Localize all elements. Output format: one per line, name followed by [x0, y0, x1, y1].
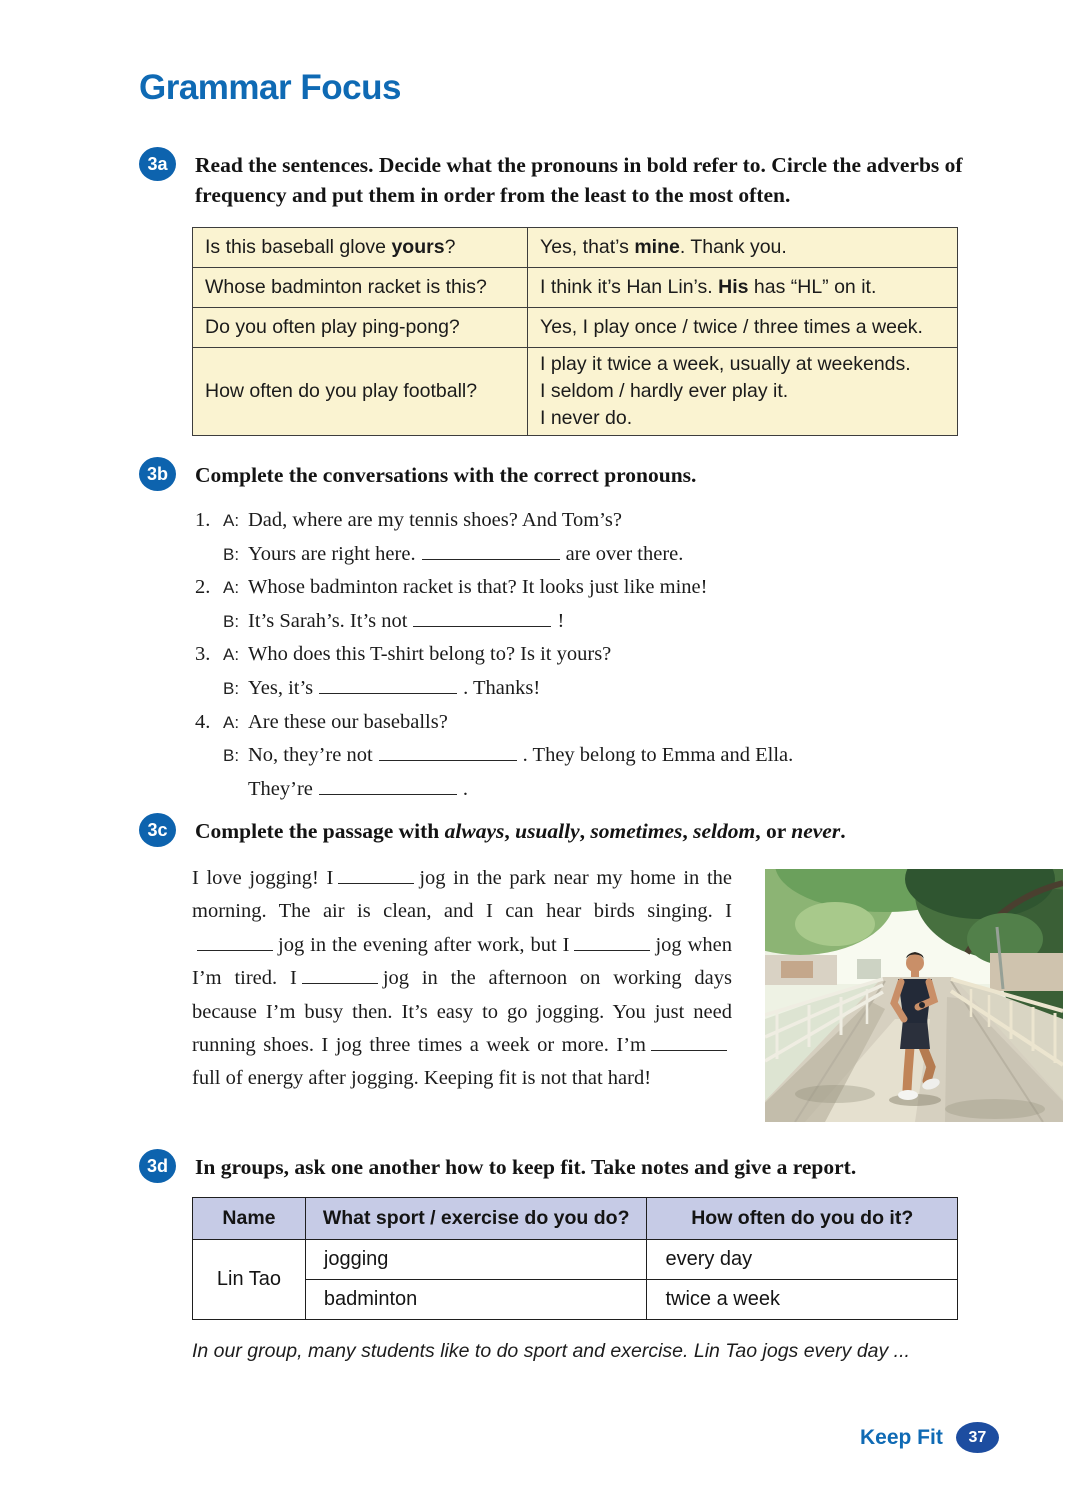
speech-text: Yes, it’s	[248, 676, 314, 699]
speech-text: !	[557, 609, 565, 632]
section-3c-instruction	[195, 816, 967, 846]
question-text: Whose badminton racket is this?	[205, 276, 487, 298]
speech-text: Dad, where are my tennis shoes? And Tom’s?	[248, 509, 622, 531]
conversation-line	[195, 739, 985, 773]
bold-pronoun: yours	[391, 236, 445, 258]
speaker-label: B:	[223, 678, 240, 698]
passage-text: full of energy after jogging. Keeping fit is not that hard!	[192, 1067, 652, 1090]
speaker-label: B:	[223, 746, 240, 766]
speech-text	[248, 739, 793, 772]
question-text: How often do you play football?	[205, 380, 478, 402]
conversation-line	[195, 706, 985, 740]
table-row	[193, 308, 958, 348]
section-3a-badge: 3a	[139, 147, 176, 181]
answer-blank	[413, 608, 551, 626]
passage-text: I love jogging! I	[192, 867, 334, 889]
conversation-line	[195, 773, 985, 806]
frequency-cell: every day	[647, 1240, 958, 1280]
section-3c-badge: 3c	[139, 813, 176, 847]
answer-blank	[197, 932, 273, 950]
speaker-label: A:	[223, 645, 240, 665]
header-frequency: How often do you do it?	[647, 1198, 958, 1240]
section-3b-instruction: Complete the conversations with the correct pronouns.	[195, 463, 697, 487]
answer-text: Yes, I play once / twice / three times a week.	[540, 316, 923, 338]
answer-blank	[651, 1033, 727, 1051]
table-row	[193, 228, 958, 268]
answer-text: I think it’s Han Lin’s.	[540, 276, 719, 298]
speech-text	[248, 605, 564, 638]
speaker-label: B:	[223, 611, 240, 631]
speech-text	[248, 773, 468, 806]
question-text: ?	[444, 236, 456, 258]
answer-cell	[528, 268, 958, 308]
sport-cell: badminton	[305, 1280, 647, 1320]
speech-text: Who does this T-shirt belong to? Is it yours?	[248, 643, 612, 666]
answer-line: I play it twice a week, usually at weekends.	[540, 353, 911, 375]
question-text: Do you often play ping-pong?	[205, 316, 460, 338]
answer-cell	[528, 308, 958, 348]
section-3b-badge: 3b	[139, 457, 176, 491]
jogger-photo-illustration	[765, 869, 1063, 1122]
speech-text: Are these our baseballs?	[248, 710, 448, 733]
item-number: 3.	[195, 643, 211, 666]
adverb-word: sometimes	[590, 819, 683, 843]
table-row	[193, 1280, 958, 1320]
item-number: 1.	[195, 509, 211, 531]
instruction-text: Complete the passage with	[195, 819, 445, 843]
speech-text: . They belong to Emma and Ella.	[522, 744, 794, 767]
speech-text: They’re	[248, 777, 313, 800]
adverb-word: seldom	[693, 819, 756, 843]
section-3a-instruction: Read the sentences. Decide what the pronouns in bold refer to. Circle the adverbs of frequency and put them in order from the least to the most often.	[195, 153, 963, 207]
table-row	[193, 1240, 958, 1280]
answer-blank	[319, 776, 457, 794]
speech-text	[248, 672, 540, 705]
header-name: Name	[193, 1198, 306, 1240]
report-sentence: In our group, many students like to do sport and exercise. Lin Tao jogs every day ...	[192, 1340, 910, 1362]
conversation-line	[195, 538, 985, 572]
conversation-line	[195, 571, 985, 605]
question-cell	[193, 308, 528, 348]
answer-line: I never do.	[540, 407, 633, 429]
speech-text: are over there.	[565, 542, 684, 565]
question-text: Is this baseball glove	[205, 236, 392, 258]
instruction-text: .	[840, 819, 846, 843]
speaker-label: A:	[223, 511, 240, 530]
conversation-line	[195, 605, 985, 639]
jogging-passage	[192, 862, 732, 1096]
speech-text: No, they’re not	[248, 744, 373, 767]
passage-text: jog in the afternoon on working days because I’m busy then. It’s easy to go jogging. You just need running shoes. I jog three times a week or more. I’m	[192, 967, 732, 1057]
table-row	[193, 348, 958, 436]
bold-pronoun: His	[718, 276, 749, 298]
answer-blank	[338, 866, 414, 884]
speech-text: Whose badminton racket is that? It looks just like mine!	[248, 576, 708, 599]
answer-text: Yes, that’s	[540, 236, 635, 258]
speech-text: Yours are right here.	[248, 542, 416, 565]
answer-text: has “HL” on it.	[748, 276, 877, 298]
frequency-cell: twice a week	[647, 1280, 958, 1320]
answer-blank	[574, 932, 650, 950]
passage-text: jog when I’m tired. I	[192, 933, 732, 990]
bold-pronoun: mine	[634, 236, 680, 258]
instruction-text: ,	[579, 819, 591, 843]
speech-text: .	[462, 777, 468, 800]
answer-blank	[379, 743, 517, 761]
speaker-label: B:	[223, 544, 240, 564]
speech-text: It’s Sarah’s. It’s not	[248, 609, 408, 632]
table-row	[193, 268, 958, 308]
answer-blank	[422, 541, 560, 559]
footer-unit-label: Keep Fit	[860, 1425, 943, 1449]
section-3d-badge: 3d	[139, 1149, 176, 1183]
instruction-text: ,	[682, 819, 694, 843]
conversation-line	[195, 672, 985, 706]
conversation-line	[195, 504, 985, 538]
item-number: 2.	[195, 576, 211, 599]
sport-cell: jogging	[305, 1240, 647, 1280]
instruction-text: ,	[504, 819, 516, 843]
jogger-photo	[765, 869, 1063, 1122]
item-number: 4.	[195, 710, 211, 733]
speech-text: . Thanks!	[463, 676, 541, 699]
answer-line: I seldom / hardly ever play it.	[540, 380, 789, 402]
adverb-word: never	[791, 819, 841, 843]
answer-cell	[528, 228, 958, 268]
passage-text: jog in the evening after work, but I	[278, 933, 570, 956]
section-3d-instruction: In groups, ask one another how to keep fit. Take notes and give a report.	[195, 1155, 857, 1179]
speaker-label: A:	[223, 712, 240, 732]
adverb-word: usually	[515, 819, 580, 843]
grammar-examples-table	[192, 227, 958, 436]
conversations-list	[195, 504, 985, 805]
speaker-label: A:	[223, 578, 240, 598]
answer-blank	[319, 676, 457, 694]
table-header-row	[193, 1198, 958, 1240]
speech-text	[248, 538, 683, 571]
question-cell	[193, 228, 528, 268]
answer-blank	[302, 966, 378, 984]
question-cell	[193, 268, 528, 308]
page-number-badge: 37	[956, 1422, 999, 1453]
passage-text: jog in the park near my home in the morning. The air is clean, and I can hear birds singing. I	[192, 867, 732, 923]
page-title: Grammar Focus	[139, 68, 401, 107]
header-sport: What sport / exercise do you do?	[305, 1198, 647, 1240]
notes-table	[192, 1197, 958, 1320]
answer-cell	[528, 348, 958, 436]
conversation-line	[195, 638, 985, 672]
student-name-cell: Lin Tao	[193, 1240, 306, 1320]
question-cell	[193, 348, 528, 436]
answer-text: . Thank you.	[679, 236, 787, 258]
page-footer	[860, 1422, 999, 1453]
adverb-word: always	[444, 819, 505, 843]
instruction-text: , or	[755, 819, 792, 843]
